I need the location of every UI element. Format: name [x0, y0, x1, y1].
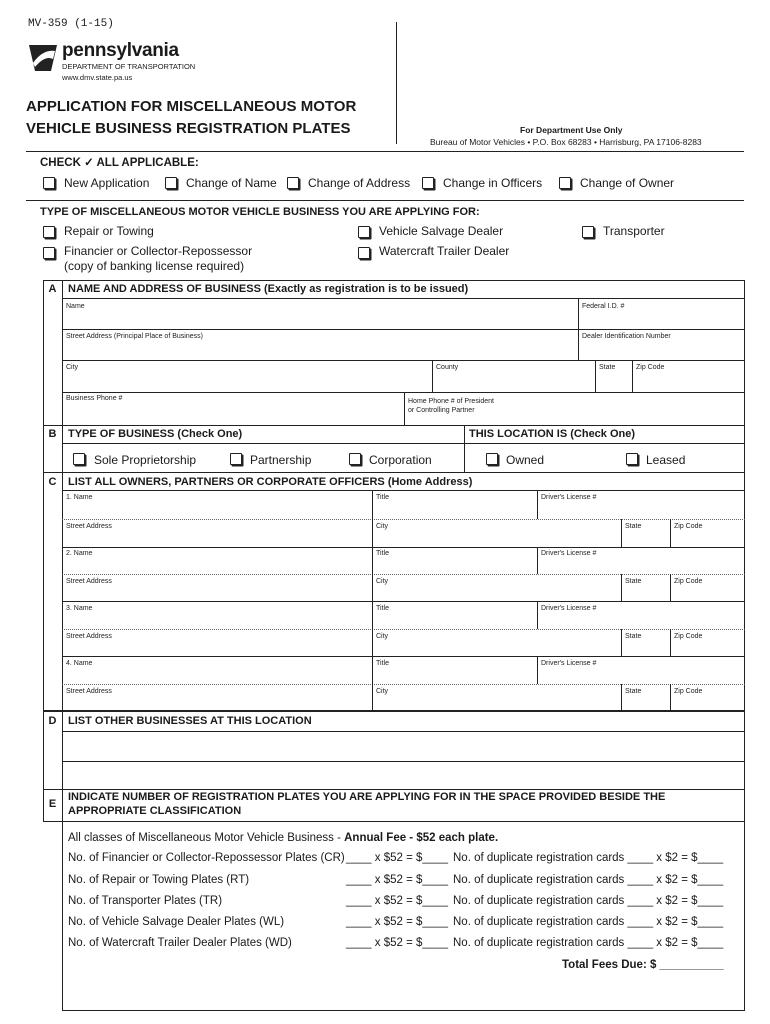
owner-name-label: 3. Name — [66, 605, 93, 612]
owner-state-label: State — [625, 523, 642, 530]
change-of-address-label: Change of Address — [308, 176, 411, 190]
business-name-field[interactable] — [63, 312, 577, 328]
county-label: County — [436, 364, 459, 371]
section-e-title-2: APPROPRIATE CLASSIFICATION — [68, 805, 242, 817]
home-phone-field[interactable] — [405, 416, 744, 426]
section-c-letter: C — [48, 476, 57, 488]
new-application-label: New Application — [64, 176, 150, 190]
change-of-owner-checkbox[interactable] — [559, 177, 571, 189]
city-field[interactable] — [63, 374, 431, 390]
fee-calc[interactable]: ____ x $52 = $____ — [346, 874, 448, 886]
dealer-id-label: Dealer Identification Number — [582, 333, 671, 340]
owned-label: Owned — [506, 453, 545, 467]
state-field[interactable] — [596, 374, 631, 390]
change-of-owner-label: Change of Owner — [580, 176, 675, 190]
dept-use-label: For Department Use Only — [520, 125, 623, 135]
owner-license-label: Driver's License # — [541, 605, 597, 612]
change-in-officers-label: Change in Officers — [443, 176, 543, 190]
fee-calc[interactable]: ____ x $52 = $____ — [346, 852, 448, 864]
penndot-logo — [27, 43, 59, 78]
divider — [26, 200, 744, 201]
fee-row-wl — [68, 916, 284, 928]
owner-zip-label: Zip Code — [674, 688, 703, 695]
transporter-label: Transporter — [603, 224, 665, 238]
owner-street-label: Street Address — [66, 523, 112, 530]
other-business-field-1[interactable] — [63, 732, 744, 760]
street-address-field[interactable] — [63, 343, 577, 359]
logo-subtitle: DEPARTMENT OF TRANSPORTATION — [62, 62, 196, 71]
owner-license-label: Driver's License # — [541, 494, 597, 501]
transporter-checkbox[interactable] — [582, 226, 594, 238]
new-application-checkbox[interactable] — [43, 177, 55, 189]
owner-license-label: Driver's License # — [541, 550, 597, 557]
change-of-address-checkbox[interactable] — [287, 177, 299, 189]
county-field[interactable] — [433, 374, 594, 390]
section-c-box — [43, 473, 745, 711]
logo-url[interactable]: www.dmv.state.pa.us — [62, 73, 133, 82]
home-phone-label-2: or Controlling Partner — [408, 407, 475, 414]
owner-city-label: City — [376, 633, 389, 640]
business-phone-field[interactable] — [63, 405, 403, 425]
repair-towing-label: Repair or Towing — [64, 224, 154, 238]
dup-calc[interactable]: No. of duplicate registration cards ____ x $2 = $____ — [453, 895, 724, 907]
fee-label: No. of Repair or Towing Plates (RT) — [68, 874, 250, 886]
owner-zip-label: Zip Code — [674, 578, 703, 585]
owner-title-label: Title — [376, 494, 389, 501]
owner-license-label: Driver's License # — [541, 660, 597, 667]
owner-name-label: 2. Name — [66, 550, 93, 557]
form-number: MV-359 (1-15) — [28, 18, 114, 30]
fee-row-cr — [68, 852, 345, 864]
section-d-title: LIST OTHER BUSINESSES AT THIS LOCATION — [68, 715, 312, 727]
watercraft-checkbox[interactable] — [358, 247, 370, 259]
financier-note: (copy of banking license required) — [64, 259, 245, 273]
owner-state-label: State — [625, 578, 642, 585]
fee-row-rt — [68, 874, 249, 886]
dup-calc[interactable]: No. of duplicate registration cards ____ x $2 = $____ — [453, 916, 724, 928]
business-name-label: Name — [66, 303, 85, 310]
zip-label: Zip Code — [636, 364, 665, 371]
owner-city-label: City — [376, 578, 389, 585]
owner-zip-label: Zip Code — [674, 633, 703, 640]
financier-label: Financier or Collector-Repossessor — [64, 244, 253, 258]
sole-proprietorship-checkbox[interactable] — [73, 453, 85, 465]
divider — [26, 151, 744, 152]
salvage-dealer-checkbox[interactable] — [358, 226, 370, 238]
fee-intro-text: All classes of Miscellaneous Motor Vehicle Business - — [68, 832, 345, 844]
dept-address: Bureau of Motor Vehicles • P.O. Box 68283 • Harrisburg, PA 17106-8283 — [430, 137, 702, 147]
dealer-id-field[interactable] — [579, 343, 744, 359]
fee-label: No. of Vehicle Salvage Dealer Plates (WL) — [68, 916, 285, 928]
home-phone-label-1: Home Phone # of President — [408, 398, 494, 405]
owner-city-label: City — [376, 523, 389, 530]
section-a-letter: A — [48, 283, 57, 295]
owner-street-label: Street Address — [66, 633, 112, 640]
partnership-label: Partnership — [250, 453, 312, 467]
sole-proprietorship-label: Sole Proprietorship — [94, 453, 197, 467]
section-b-letter: B — [48, 428, 57, 440]
logo-title: pennsylvania — [62, 40, 179, 61]
corporation-checkbox[interactable] — [349, 453, 361, 465]
federal-id-field[interactable] — [579, 312, 744, 328]
owner-street-label: Street Address — [66, 578, 112, 585]
fee-row-tr — [68, 895, 222, 907]
owner-title-label: Title — [376, 605, 389, 612]
section-e-letter: E — [48, 798, 57, 810]
keystone-icon — [27, 43, 59, 73]
dup-calc[interactable]: No. of duplicate registration cards ____ x $2 = $____ — [453, 852, 724, 864]
fee-label: No. of Financier or Collector-Repossessor Plates (CR) — [68, 852, 345, 864]
other-business-field-2[interactable] — [63, 762, 744, 789]
owner-city-label: City — [376, 688, 389, 695]
fee-intro — [68, 832, 498, 844]
change-of-name-label: Change of Name — [186, 176, 277, 190]
owner-state-label: State — [625, 688, 642, 695]
dup-calc[interactable]: No. of duplicate registration cards ____ x $2 = $____ — [453, 874, 724, 886]
leased-label: Leased — [646, 453, 686, 467]
business-type-header: TYPE OF MISCELLANEOUS MOTOR VEHICLE BUSINESS YOU ARE APPLYING FOR: — [40, 206, 480, 218]
fee-row-wd — [68, 937, 292, 949]
city-label: City — [66, 364, 79, 371]
watercraft-label: Watercraft Trailer Dealer — [379, 244, 510, 258]
state-label: State — [599, 364, 616, 371]
section-e-title-1: INDICATE NUMBER OF REGISTRATION PLATES YOU ARE APPLYING FOR IN THE SPACE PROVIDED BESIDE THE — [68, 791, 666, 803]
dup-calc[interactable]: No. of duplicate registration cards ____ x $2 = $____ — [453, 937, 724, 949]
owner-state-label: State — [625, 633, 642, 640]
section-d-letter: D — [48, 715, 57, 727]
fee-calc[interactable]: ____ x $52 = $____ — [346, 895, 448, 907]
owner-name-label: 1. Name — [66, 494, 93, 501]
total-fees-due[interactable]: Total Fees Due: $ __________ — [562, 959, 724, 971]
leased-checkbox[interactable] — [626, 453, 638, 465]
owner-title-label: Title — [376, 550, 389, 557]
owner-zip-label: Zip Code — [674, 523, 703, 530]
location-title: THIS LOCATION IS (Check One) — [469, 428, 636, 440]
owned-checkbox[interactable] — [486, 453, 498, 465]
fee-calc[interactable]: ____ x $52 = $____ — [346, 916, 448, 928]
federal-id-label: Federal I.D. # — [582, 303, 625, 310]
street-address-label: Street Address (Principal Place of Business) — [66, 333, 203, 340]
repair-towing-checkbox[interactable] — [43, 226, 55, 238]
owner-title-label: Title — [376, 660, 389, 667]
owner-street-label: Street Address — [66, 688, 112, 695]
fee-intro-bold: Annual Fee - $52 each plate. — [344, 832, 499, 844]
change-of-name-checkbox[interactable] — [165, 177, 177, 189]
form-title-line2: VEHICLE BUSINESS REGISTRATION PLATES — [26, 120, 351, 137]
owner-name-label: 4. Name — [66, 660, 93, 667]
check-all-label: CHECK ✓ ALL APPLICABLE: — [40, 157, 199, 169]
business-phone-label: Business Phone # — [66, 395, 123, 402]
section-a-title: NAME AND ADDRESS OF BUSINESS (Exactly as registration is to be issued) — [68, 283, 469, 295]
fee-calc[interactable]: ____ x $52 = $____ — [346, 937, 448, 949]
zip-field[interactable] — [633, 374, 744, 390]
change-in-officers-checkbox[interactable] — [422, 177, 434, 189]
fee-label: No. of Watercraft Trailer Dealer Plates (WD) — [68, 937, 292, 949]
header-divider — [396, 22, 397, 144]
salvage-dealer-label: Vehicle Salvage Dealer — [379, 224, 504, 238]
fee-label: No. of Transporter Plates (TR) — [68, 895, 223, 907]
form-title-line1: APPLICATION FOR MISCELLANEOUS MOTOR — [26, 98, 357, 115]
financier-checkbox[interactable] — [43, 247, 55, 259]
corporation-label: Corporation — [369, 453, 432, 467]
partnership-checkbox[interactable] — [230, 453, 242, 465]
section-b-title: TYPE OF BUSINESS (Check One) — [68, 428, 243, 440]
section-c-title: LIST ALL OWNERS, PARTNERS OR CORPORATE OFFICERS (Home Address) — [68, 476, 473, 488]
